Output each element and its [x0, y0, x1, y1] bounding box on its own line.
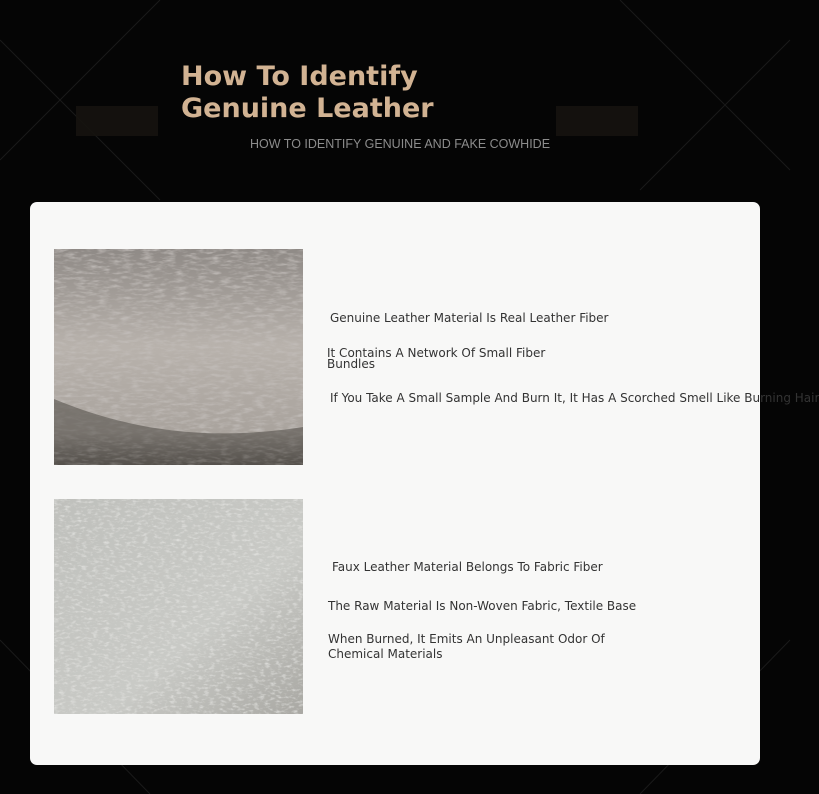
faux-leather-image [54, 499, 303, 714]
faux-point-2: The Raw Material Is Non-Woven Fabric, Textile Base [328, 599, 637, 613]
faux-point-1: Faux Leather Material Belongs To Fabric Fiber [332, 560, 603, 574]
genuine-leather-image [54, 249, 303, 465]
faux-point-3: When Burned, It Emits An Unpleasant Odor Of Chemical Materials [328, 632, 605, 661]
page-subtitle: HOW TO IDENTIFY GENUINE AND FAKE COWHIDE [250, 137, 551, 151]
comparison-card [30, 202, 819, 765]
genuine-point-1: Genuine Leather Material Is Real Leather Fiber [330, 311, 609, 325]
page-title: How To Identify Genuine Leather [181, 61, 434, 124]
genuine-point-2: It Contains A Network Of Small Fiber Bundles [327, 346, 546, 371]
genuine-point-3: If You Take A Small Sample And Burn It, It Has A Scorched Smell Like Burning Hair [330, 391, 819, 405]
